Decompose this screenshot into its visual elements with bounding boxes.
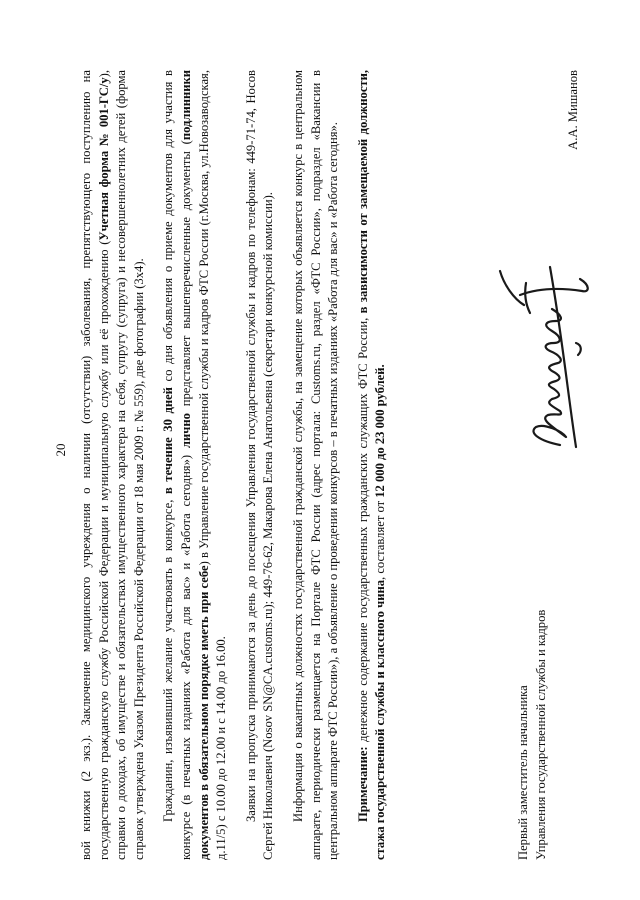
signature-block [515,70,615,860]
signatory-position [515,610,550,860]
signatory-position-line-2: Управления государственной службы и кадров [533,609,548,860]
paragraph-documents-list [78,70,148,860]
text-span: денежное содержание государственных гражданских служащих ФТС России, [355,313,370,747]
document-body [78,70,390,860]
signatory-name: А.А. Мишанов [566,70,580,150]
paragraph-submission-terms [160,70,230,860]
text-span: представляет вышеперечисленные документы ( [178,140,193,414]
text-span: ), справки о доходах, об имуществе и обязательствах имущественного характера на себя, супругу (супруга) и несовершеннолетних детей (форма справок утверждена Указом Президента Российской Федерации от 18 мая 2009 г. № 559), две фотографии (3х4). [96,70,146,860]
bold-text-span: подлинники документов в обязательном порядке иметь при себе [178,70,211,860]
document-page [0,30,640,870]
rotated-page-wrapper [0,30,640,870]
text-span: Информация о вакантных должностях государственной гражданской службы, на замещение которых объявляется конкурс в центральном аппарате, периодически размещается на Портале ФТС России (адрес портала: Customs.ru, раздел «ФТС России», подраздел «Вакансии в центральном аппарате ФТС России»), а объявление о проведении конкурсов – в печатных изданиях «Работа для вас» и «Работа сегодня». [290,70,341,860]
paragraph-salary-note [355,70,390,860]
bold-text-span: в зависимости от замещаемой должности, стажа государственной службы и классного чина [355,70,388,860]
bold-text-span: Примечание: [355,746,370,822]
paragraph-vacancy-info [290,70,343,860]
text-span: вой книжки (2 экз.). Заключение медицинского учреждения о наличии (отсутствии) заболевания, препятствующего поступлению на государственную гражданскую службу Российской Федерации и муниципальную службу или её прохождению ( [79,70,111,860]
signatory-position-line-1: Первый заместитель начальника [516,685,530,860]
bold-text-span: Учетная форма № 001-ГС/у [96,77,111,241]
bold-text-span: 12 000 до 23 000 рублей. [373,364,388,498]
bold-text-span: лично [178,413,193,449]
text-span: со дня объявления о приеме документов для участия в конкурсе (в печатных изданиях «Работа для вас» и «Работа сегодня») [161,69,193,860]
page-number: 20 [53,443,68,457]
text-span: , составляет от [373,497,388,580]
text-span: Заявки на пропуска принимаются за день до посещения Управления государственной службы и кадров по телефонам: 449-71-74, Носов Сергей Николаевич (Nosov SN@CA.customs.ru); 449-76-62, Макарова Елена Анатольевна (секретари конкурсной комиссии). [243,70,276,860]
bold-text-span: в течение 30 дней [161,387,176,494]
text-span: Гражданин, изъявивший желание участвовать в конкурсе, [161,494,176,822]
text-span: ) в Управление государственной службы и кадров ФТС России (г.Москва, ул.Новозаводская, д.11/5) с 10.00 до 12.00 и с 14.00 до 16.00. [196,70,229,860]
paragraph-pass-requests [243,70,278,860]
handwritten-signature-icon [490,245,600,455]
